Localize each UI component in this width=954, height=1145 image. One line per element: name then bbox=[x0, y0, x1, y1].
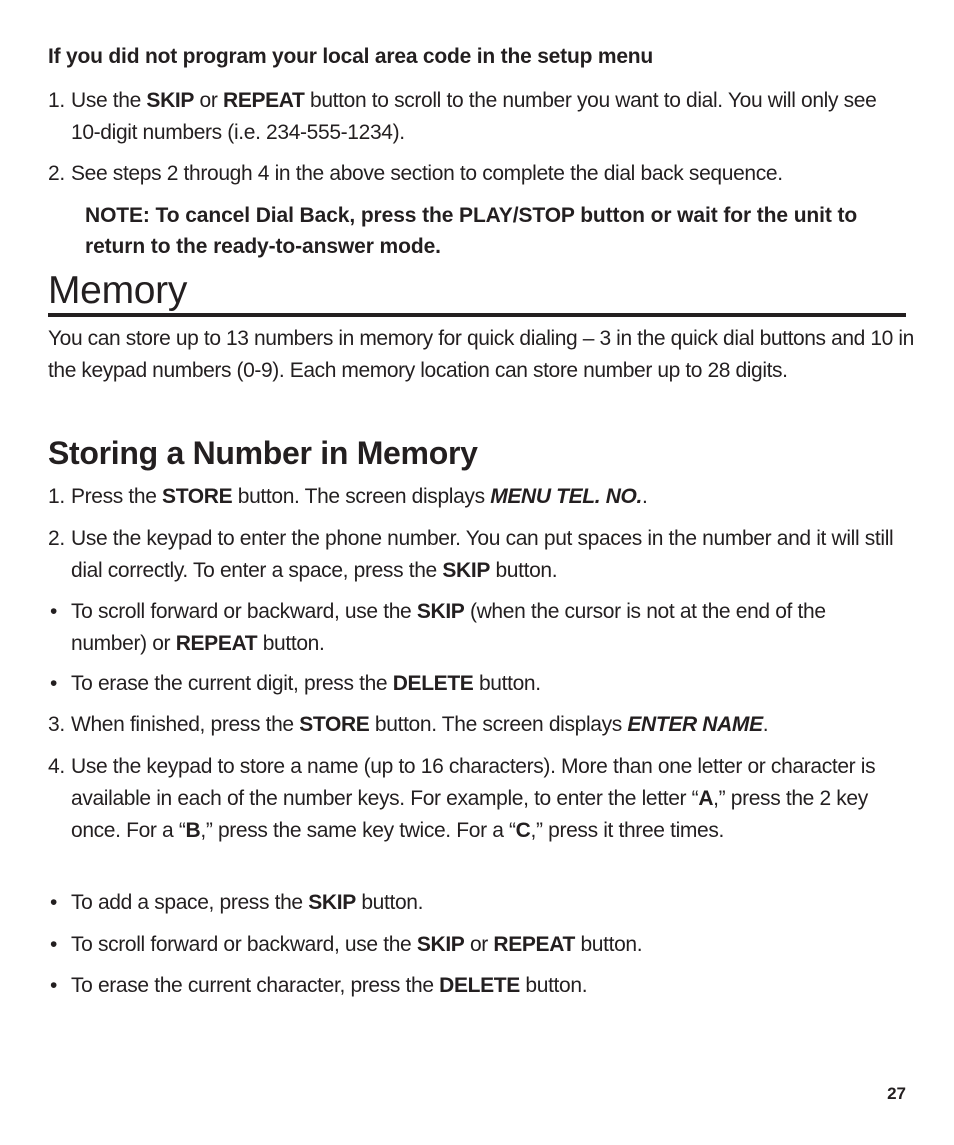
step-text: Use the SKIP or REPEAT button to scroll to the number you want to dial. You will only see 10-digit numbers (i.e. 234-555-1234). bbox=[71, 89, 877, 144]
bullet-b-3 bbox=[48, 887, 906, 919]
bullet-icon: • bbox=[50, 933, 58, 956]
dial-back-note: NOTE: To cancel Dial Back, press the PLAY/STOP button or wait for the unit to return to the ready-to-answer mode. bbox=[85, 204, 858, 258]
bullet-icon: • bbox=[50, 974, 58, 997]
step-number: 2. bbox=[48, 527, 65, 550]
memory-intro: You can store up to 13 numbers in memory for quick dialing – 3 in the quick dial buttons and 10 in the keypad numbers (0-9). Each memory location can store number up to 28 digits. bbox=[48, 327, 914, 382]
bullet-b-2 bbox=[48, 668, 906, 700]
step-a-2 bbox=[48, 158, 906, 190]
section-title: Memory bbox=[48, 269, 188, 312]
bullet-text: To add a space, press the SKIP button. bbox=[71, 891, 424, 914]
bullet-b-4 bbox=[48, 929, 906, 961]
step-b-1 bbox=[48, 481, 906, 513]
bullet-text: To erase the current digit, press the DELETE button. bbox=[71, 672, 541, 695]
area-code-subheading: If you did not program your local area code in the setup menu bbox=[48, 45, 654, 68]
step-number: 2. bbox=[48, 162, 65, 185]
step-b-4 bbox=[48, 751, 906, 847]
bullet-icon: • bbox=[50, 600, 58, 623]
step-number: 3. bbox=[48, 713, 65, 736]
step-text: Press the STORE button. The screen displays MENU TEL. NO.. bbox=[71, 485, 648, 508]
step-number: 1. bbox=[48, 89, 65, 112]
step-b-3 bbox=[48, 709, 906, 741]
bullet-text: To scroll forward or backward, use the SKIP or REPEAT button. bbox=[71, 933, 643, 956]
bullet-b-1 bbox=[48, 596, 906, 660]
subsection-title: Storing a Number in Memory bbox=[48, 435, 478, 471]
bullet-icon: • bbox=[50, 672, 58, 695]
step-a-1 bbox=[48, 85, 906, 149]
bullet-b-5 bbox=[48, 970, 906, 1002]
bullet-icon: • bbox=[50, 891, 58, 914]
bullet-text: To erase the current character, press the DELETE button. bbox=[71, 974, 588, 997]
bullet-text: To scroll forward or backward, use the SKIP (when the cursor is not at the end of the number) or REPEAT button. bbox=[71, 600, 826, 655]
step-text: When finished, press the STORE button. The screen displays ENTER NAME. bbox=[71, 713, 769, 736]
step-b-2 bbox=[48, 523, 906, 587]
step-text: See steps 2 through 4 in the above section to complete the dial back sequence. bbox=[71, 162, 783, 185]
step-text: Use the keypad to enter the phone number. You can put spaces in the number and it will still dial correctly. To enter a space, press the SKIP button. bbox=[71, 527, 894, 582]
step-text: Use the keypad to store a name (up to 16 characters). More than one letter or character is available in each of the number keys. For example, to enter the letter “A,” press the 2 key once. For a “B,” press the same key twice. For a “C,” press it three times. bbox=[71, 755, 876, 842]
step-number: 1. bbox=[48, 485, 65, 508]
section-rule bbox=[48, 313, 906, 317]
step-number: 4. bbox=[48, 755, 65, 778]
page-number: 27 bbox=[887, 1084, 906, 1103]
